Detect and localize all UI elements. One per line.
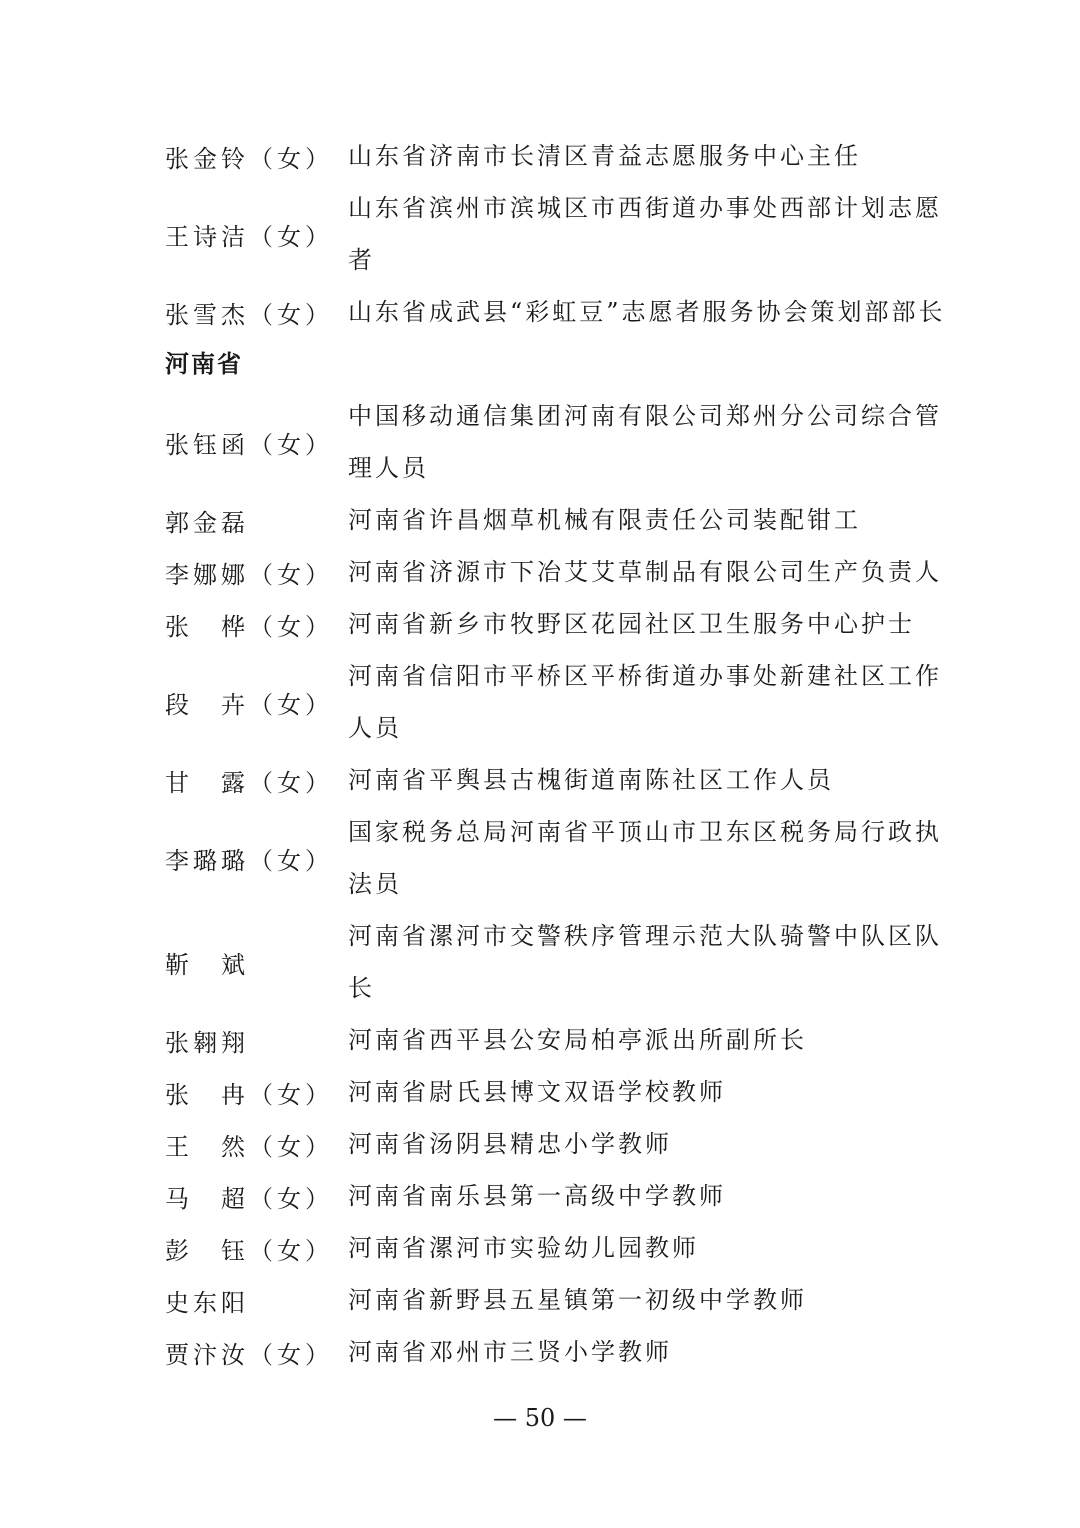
list-item — [165, 806, 942, 910]
affiliation-line: 河南省平舆县古槐街道南陈社区工作人员 — [348, 766, 834, 794]
person-affiliation — [348, 1118, 921, 1170]
affiliation-line: 河南省济源市下冶艾艾草制品有限公司生产负责人 — [348, 558, 942, 586]
person-affiliation — [348, 1066, 921, 1118]
affiliation-line: 长 — [348, 974, 375, 1002]
person-name: 张 桦（女） — [165, 612, 333, 641]
person-name: 王诗洁（女） — [165, 222, 333, 251]
affiliation-line: 山东省滨州市滨城区市西街道办事处西部计划志愿 — [348, 194, 942, 222]
list-item — [165, 286, 946, 338]
list-item — [165, 1326, 925, 1378]
person-affiliation — [348, 546, 942, 598]
list-item — [165, 390, 942, 494]
affiliation-line: 河南省尉氏县博文双语学校教师 — [348, 1078, 726, 1106]
person-name: 张金铃（女） — [165, 144, 333, 173]
person-affiliation — [348, 1170, 921, 1222]
affiliation-line: 中国移动通信集团河南有限公司郑州分公司综合管 — [348, 402, 942, 430]
affiliation-line: 河南省邓州市三贤小学教师 — [348, 1338, 672, 1366]
affiliation-line: 河南省新野县五星镇第一初级中学教师 — [348, 1286, 807, 1314]
list-item — [165, 1118, 925, 1170]
affiliation-line: 人员 — [348, 714, 402, 742]
person-affiliation — [348, 1274, 921, 1326]
person-name: 贾汴汝（女） — [165, 1340, 333, 1369]
person-affiliation — [348, 1326, 921, 1378]
page-number: — 50 — — [493, 1404, 587, 1432]
affiliation-line: 河南省漯河市交警秩序管理示范大队骑警中队区队 — [348, 922, 942, 950]
person-affiliation — [348, 390, 942, 494]
person-affiliation — [348, 286, 946, 338]
affiliation-line: 河南省南乐县第一高级中学教师 — [348, 1182, 726, 1210]
list-item — [165, 1222, 925, 1274]
list-item — [165, 1014, 925, 1066]
list-item — [165, 546, 942, 598]
person-name: 甘 露（女） — [165, 768, 333, 797]
affiliation-line: 理人员 — [348, 454, 429, 482]
list-item — [165, 754, 925, 806]
list-item — [165, 1274, 925, 1326]
person-affiliation — [348, 1014, 921, 1066]
affiliation-line: 山东省济南市长清区青益志愿服务中心主任 — [348, 142, 861, 170]
person-affiliation — [348, 130, 921, 182]
person-name: 马 超（女） — [165, 1184, 333, 1213]
list-item — [165, 1170, 925, 1222]
list-item — [165, 598, 925, 650]
affiliation-line: 法员 — [348, 870, 402, 898]
affiliation-line: 山东省成武县“彩虹豆”志愿者服务协会策划部部长 — [348, 298, 946, 326]
person-name: 靳 斌 — [165, 950, 249, 979]
person-affiliation — [348, 182, 942, 286]
list-item — [165, 910, 942, 1014]
person-affiliation — [348, 1222, 921, 1274]
person-affiliation — [348, 598, 921, 650]
person-name: 李娜娜（女） — [165, 560, 333, 589]
list-item — [165, 1066, 925, 1118]
person-name: 李璐璐（女） — [165, 846, 333, 875]
list-item — [165, 494, 925, 546]
affiliation-line: 河南省许昌烟草机械有限责任公司装配钳工 — [348, 506, 861, 534]
person-affiliation — [348, 754, 921, 806]
honoree-list — [165, 130, 946, 1378]
person-name: 张钰函（女） — [165, 430, 333, 459]
province-heading: 河南省 — [165, 350, 243, 378]
person-affiliation — [348, 806, 942, 910]
affiliation-line: 河南省漯河市实验幼儿园教师 — [348, 1234, 699, 1262]
person-affiliation — [348, 494, 921, 546]
affiliation-line: 者 — [348, 246, 375, 274]
person-name: 张 冉（女） — [165, 1080, 333, 1109]
person-name: 张雪杰（女） — [165, 300, 333, 329]
affiliation-line: 国家税务总局河南省平顶山市卫东区税务局行政执 — [348, 818, 942, 846]
person-affiliation — [348, 910, 942, 1014]
list-item — [165, 650, 942, 754]
affiliation-line: 河南省汤阴县精忠小学教师 — [348, 1130, 672, 1158]
person-name: 段 卉（女） — [165, 690, 333, 719]
list-item — [165, 130, 925, 182]
person-affiliation — [348, 650, 942, 754]
person-name: 郭金磊 — [165, 508, 249, 537]
person-name: 王 然（女） — [165, 1132, 333, 1161]
affiliation-line: 河南省新乡市牧野区花园社区卫生服务中心护士 — [348, 610, 915, 638]
affiliation-line: 河南省信阳市平桥区平桥街道办事处新建社区工作 — [348, 662, 942, 690]
person-name: 张翱翔 — [165, 1028, 249, 1057]
person-name: 史东阳 — [165, 1288, 249, 1317]
affiliation-line: 河南省西平县公安局柏亭派出所副所长 — [348, 1026, 807, 1054]
person-name: 彭 钰（女） — [165, 1236, 333, 1265]
list-item — [165, 182, 942, 286]
